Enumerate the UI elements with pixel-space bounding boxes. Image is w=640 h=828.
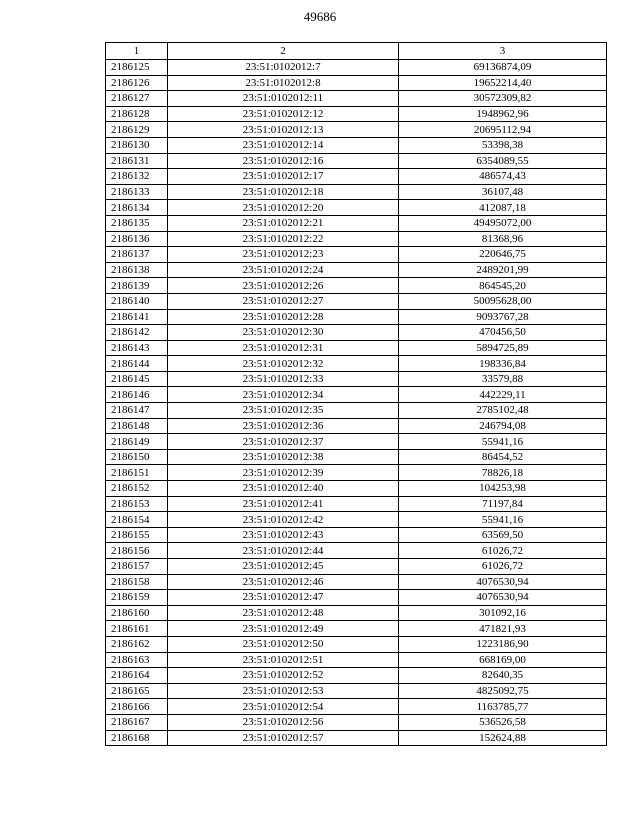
record-number-cell: 2186140 [106, 293, 168, 309]
table-row [106, 247, 607, 263]
cadastral-number-cell: 23:51:0102012:38 [168, 449, 399, 465]
table-row [106, 75, 607, 91]
value-cell: 4076530,94 [399, 590, 607, 606]
value-cell: 78826,18 [399, 465, 607, 481]
cadastral-number-cell: 23:51:0102012:48 [168, 605, 399, 621]
registry-table [105, 42, 607, 746]
cadastral-number-cell: 23:51:0102012:41 [168, 496, 399, 512]
table-row [106, 543, 607, 559]
table-row [106, 418, 607, 434]
table-row [106, 714, 607, 730]
cadastral-number-cell: 23:51:0102012:56 [168, 714, 399, 730]
value-cell: 470456,50 [399, 325, 607, 341]
table-row [106, 699, 607, 715]
record-number-cell: 2186166 [106, 699, 168, 715]
value-cell: 1223186,90 [399, 636, 607, 652]
table-row [106, 169, 607, 185]
record-number-cell: 2186152 [106, 481, 168, 497]
value-cell: 9093767,28 [399, 309, 607, 325]
value-cell: 55941,16 [399, 434, 607, 450]
record-number-cell: 2186143 [106, 340, 168, 356]
table-row [106, 184, 607, 200]
value-cell: 55941,16 [399, 512, 607, 528]
cadastral-number-cell: 23:51:0102012:20 [168, 200, 399, 216]
record-number-cell: 2186132 [106, 169, 168, 185]
record-number-cell: 2186150 [106, 449, 168, 465]
cadastral-number-cell: 23:51:0102012:45 [168, 559, 399, 575]
table-row [106, 325, 607, 341]
cadastral-number-cell: 23:51:0102012:26 [168, 278, 399, 294]
record-number-cell: 2186153 [106, 496, 168, 512]
record-number-cell: 2186127 [106, 91, 168, 107]
table-row [106, 730, 607, 746]
value-cell: 246794,08 [399, 418, 607, 434]
table-row [106, 278, 607, 294]
column-header-2: 2 [168, 43, 399, 60]
record-number-cell: 2186137 [106, 247, 168, 263]
cadastral-number-cell: 23:51:0102012:21 [168, 215, 399, 231]
table-row [106, 137, 607, 153]
cadastral-number-cell: 23:51:0102012:47 [168, 590, 399, 606]
value-cell: 412087,18 [399, 200, 607, 216]
value-cell: 71197,84 [399, 496, 607, 512]
cadastral-number-cell: 23:51:0102012:46 [168, 574, 399, 590]
record-number-cell: 2186126 [106, 75, 168, 91]
value-cell: 6354089,55 [399, 153, 607, 169]
value-cell: 198336,84 [399, 356, 607, 372]
cadastral-number-cell: 23:51:0102012:28 [168, 309, 399, 325]
record-number-cell: 2186156 [106, 543, 168, 559]
table-row [106, 215, 607, 231]
record-number-cell: 2186163 [106, 652, 168, 668]
table-row [106, 434, 607, 450]
table-row [106, 527, 607, 543]
cadastral-number-cell: 23:51:0102012:31 [168, 340, 399, 356]
value-cell: 19652214,40 [399, 75, 607, 91]
cadastral-number-cell: 23:51:0102012:11 [168, 91, 399, 107]
cadastral-number-cell: 23:51:0102012:22 [168, 231, 399, 247]
table-row [106, 621, 607, 637]
cadastral-number-cell: 23:51:0102012:30 [168, 325, 399, 341]
value-cell: 61026,72 [399, 543, 607, 559]
cadastral-number-cell: 23:51:0102012:36 [168, 418, 399, 434]
value-cell: 220646,75 [399, 247, 607, 263]
record-number-cell: 2186151 [106, 465, 168, 481]
table-row [106, 465, 607, 481]
record-number-cell: 2186129 [106, 122, 168, 138]
cadastral-number-cell: 23:51:0102012:44 [168, 543, 399, 559]
record-number-cell: 2186139 [106, 278, 168, 294]
table-row [106, 60, 607, 76]
value-cell: 1948962,96 [399, 106, 607, 122]
value-cell: 69136874,09 [399, 60, 607, 76]
record-number-cell: 2186144 [106, 356, 168, 372]
record-number-cell: 2186155 [106, 527, 168, 543]
column-header-1: 1 [106, 43, 168, 60]
cadastral-number-cell: 23:51:0102012:14 [168, 137, 399, 153]
table-row [106, 106, 607, 122]
record-number-cell: 2186148 [106, 418, 168, 434]
cadastral-number-cell: 23:51:0102012:33 [168, 371, 399, 387]
table-row [106, 636, 607, 652]
cadastral-number-cell: 23:51:0102012:51 [168, 652, 399, 668]
cadastral-number-cell: 23:51:0102012:23 [168, 247, 399, 263]
cadastral-number-cell: 23:51:0102012:54 [168, 699, 399, 715]
value-cell: 63569,50 [399, 527, 607, 543]
record-number-cell: 2186134 [106, 200, 168, 216]
record-number-cell: 2186146 [106, 387, 168, 403]
value-cell: 49495072,00 [399, 215, 607, 231]
table-header [106, 43, 607, 60]
cadastral-number-cell: 23:51:0102012:18 [168, 184, 399, 200]
cadastral-number-cell: 23:51:0102012:34 [168, 387, 399, 403]
value-cell: 82640,35 [399, 668, 607, 684]
table-row [106, 512, 607, 528]
cadastral-number-cell: 23:51:0102012:57 [168, 730, 399, 746]
value-cell: 2785102,48 [399, 403, 607, 419]
cadastral-number-cell: 23:51:0102012:12 [168, 106, 399, 122]
column-header-3: 3 [399, 43, 607, 60]
cadastral-number-cell: 23:51:0102012:43 [168, 527, 399, 543]
record-number-cell: 2186149 [106, 434, 168, 450]
cadastral-number-cell: 23:51:0102012:13 [168, 122, 399, 138]
table-row [106, 231, 607, 247]
table-row [106, 590, 607, 606]
record-number-cell: 2186162 [106, 636, 168, 652]
table-row [106, 200, 607, 216]
cadastral-number-cell: 23:51:0102012:52 [168, 668, 399, 684]
record-number-cell: 2186154 [106, 512, 168, 528]
table-row [106, 309, 607, 325]
record-number-cell: 2186168 [106, 730, 168, 746]
table-row [106, 559, 607, 575]
table-row [106, 605, 607, 621]
value-cell: 53398,38 [399, 137, 607, 153]
record-number-cell: 2186131 [106, 153, 168, 169]
value-cell: 36107,48 [399, 184, 607, 200]
record-number-cell: 2186128 [106, 106, 168, 122]
value-cell: 301092,16 [399, 605, 607, 621]
table-body [106, 60, 607, 746]
cadastral-number-cell: 23:51:0102012:32 [168, 356, 399, 372]
value-cell: 668169,00 [399, 652, 607, 668]
value-cell: 1163785,77 [399, 699, 607, 715]
table-row [106, 403, 607, 419]
value-cell: 5894725,89 [399, 340, 607, 356]
table-row [106, 122, 607, 138]
record-number-cell: 2186159 [106, 590, 168, 606]
record-number-cell: 2186142 [106, 325, 168, 341]
value-cell: 442229,11 [399, 387, 607, 403]
table-row [106, 356, 607, 372]
header-row [106, 43, 607, 60]
value-cell: 486574,43 [399, 169, 607, 185]
table-row [106, 496, 607, 512]
value-cell: 2489201,99 [399, 262, 607, 278]
table-row [106, 668, 607, 684]
page-number: 49686 [303, 9, 337, 24]
record-number-cell: 2186157 [106, 559, 168, 575]
record-number-cell: 2186161 [106, 621, 168, 637]
cadastral-number-cell: 23:51:0102012:16 [168, 153, 399, 169]
value-cell: 33579,88 [399, 371, 607, 387]
record-number-cell: 2186141 [106, 309, 168, 325]
cadastral-number-cell: 23:51:0102012:39 [168, 465, 399, 481]
cadastral-number-cell: 23:51:0102012:27 [168, 293, 399, 309]
table-row [106, 574, 607, 590]
table-row [106, 481, 607, 497]
cadastral-number-cell: 23:51:0102012:50 [168, 636, 399, 652]
table-row [106, 91, 607, 107]
value-cell: 86454,52 [399, 449, 607, 465]
cadastral-number-cell: 23:51:0102012:8 [168, 75, 399, 91]
table-row [106, 340, 607, 356]
value-cell: 30572309,82 [399, 91, 607, 107]
table-row [106, 293, 607, 309]
record-number-cell: 2186133 [106, 184, 168, 200]
record-number-cell: 2186160 [106, 605, 168, 621]
value-cell: 471821,93 [399, 621, 607, 637]
value-cell: 4825092,75 [399, 683, 607, 699]
cadastral-number-cell: 23:51:0102012:17 [168, 169, 399, 185]
cadastral-number-cell: 23:51:0102012:24 [168, 262, 399, 278]
cadastral-number-cell: 23:51:0102012:37 [168, 434, 399, 450]
value-cell: 61026,72 [399, 559, 607, 575]
record-number-cell: 2186136 [106, 231, 168, 247]
record-number-cell: 2186158 [106, 574, 168, 590]
record-number-cell: 2186164 [106, 668, 168, 684]
value-cell: 152624,88 [399, 730, 607, 746]
record-number-cell: 2186165 [106, 683, 168, 699]
value-cell: 50095628,00 [399, 293, 607, 309]
record-number-cell: 2186145 [106, 371, 168, 387]
record-number-cell: 2186125 [106, 60, 168, 76]
cadastral-number-cell: 23:51:0102012:53 [168, 683, 399, 699]
value-cell: 104253,98 [399, 481, 607, 497]
cadastral-number-cell: 23:51:0102012:35 [168, 403, 399, 419]
cadastral-number-cell: 23:51:0102012:40 [168, 481, 399, 497]
table-row [106, 262, 607, 278]
record-number-cell: 2186147 [106, 403, 168, 419]
value-cell: 81368,96 [399, 231, 607, 247]
table-row [106, 387, 607, 403]
table-row [106, 371, 607, 387]
table-row [106, 683, 607, 699]
value-cell: 20695112,94 [399, 122, 607, 138]
value-cell: 864545,20 [399, 278, 607, 294]
record-number-cell: 2186130 [106, 137, 168, 153]
value-cell: 4076530,94 [399, 574, 607, 590]
value-cell: 536526,58 [399, 714, 607, 730]
cadastral-number-cell: 23:51:0102012:7 [168, 60, 399, 76]
table-row [106, 652, 607, 668]
record-number-cell: 2186138 [106, 262, 168, 278]
record-number-cell: 2186135 [106, 215, 168, 231]
table-row [106, 449, 607, 465]
cadastral-number-cell: 23:51:0102012:42 [168, 512, 399, 528]
record-number-cell: 2186167 [106, 714, 168, 730]
cadastral-number-cell: 23:51:0102012:49 [168, 621, 399, 637]
table-row [106, 153, 607, 169]
